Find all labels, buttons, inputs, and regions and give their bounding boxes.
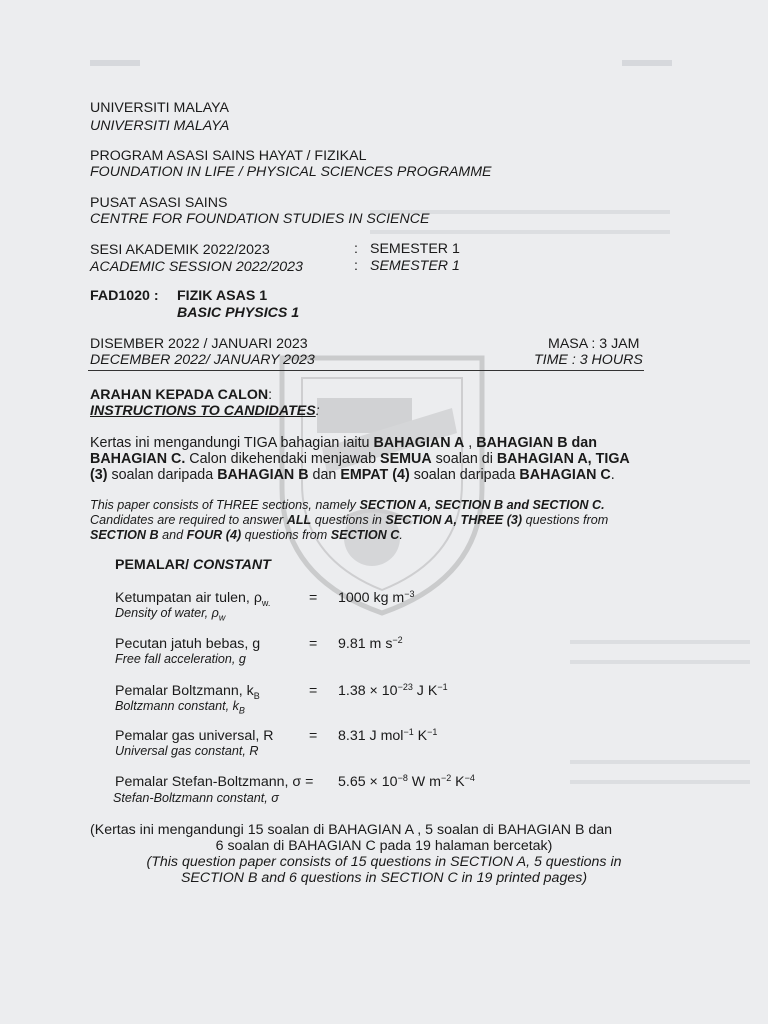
constant-density-equals: = <box>309 590 318 606</box>
constant-gas-value: 8.31 J mol$^{-1}$ $K^{-1}$ <box>338 727 438 744</box>
instructions-ms-line-2: BAHAGIAN C. Calon dikehendaki menjawab SEMUA soalan di BAHAGIAN A, TIGA <box>90 451 630 467</box>
instructions-ms-line-1: Kertas ini mengandungi TIGA bahagian iaitu BAHAGIAN A , BAHAGIAN B dan <box>90 435 597 451</box>
constant-gas-equals: = <box>309 728 318 744</box>
constant-stefan-value: $5.65 \times 10^{-8}$ W $m^{-2}$ $K^{-4}$ <box>338 773 475 790</box>
constant-gas-name: Pemalar gas universal, R <box>115 728 274 744</box>
session-colon: : <box>354 241 358 257</box>
constant-gravity-equals: = <box>309 636 318 652</box>
centre-name-ms: PUSAT ASASI SAINS <box>90 195 228 211</box>
academic-session-ms: SESI AKADEMIK 2022/2023 <box>90 242 270 258</box>
centre-name-en: CENTRE FOR FOUNDATION STUDIES IN SCIENCE <box>90 211 430 227</box>
constant-boltzmann-value: $1.38 \times 10^{-23}$ J $K^{-1}$ <box>338 682 448 699</box>
semester-en: SEMESTER 1 <box>370 258 460 274</box>
header-divider <box>88 370 644 371</box>
footer-ms-line-1: (Kertas ini mengandungi 15 soalan di BAHAGIAN A , 5 soalan di BAHAGIAN B dan <box>90 822 613 838</box>
academic-session-en: ACADEMIC SESSION 2022/2023 <box>90 259 303 275</box>
instructions-title-ms: ARAHAN KEPADA CALON: <box>90 387 273 403</box>
constants-title: PEMALAR/ CONSTANT <box>115 557 271 573</box>
instructions-en-line-3: SECTION B and FOUR (4) questions from SECTION C. <box>90 528 403 542</box>
footer-en-line-2: SECTION B and 6 questions in SECTION C in 19 printed pages) <box>180 870 588 886</box>
constant-gas-name-en: Universal gas constant, R <box>115 744 259 758</box>
course-title-en: BASIC PHYSICS 1 <box>177 305 300 321</box>
exam-date-ms: DISEMBER 2022 / JANUARI 2023 <box>90 336 308 352</box>
program-name-ms: PROGRAM ASASI SAINS HAYAT / FIZIKAL <box>90 148 367 164</box>
instructions-title-en: INSTRUCTIONS TO CANDIDATES: <box>90 403 320 419</box>
exam-duration-en: TIME : 3 HOURS <box>534 352 643 368</box>
exam-duration-ms: MASA : 3 JAM <box>548 336 640 352</box>
exam-date-en: DECEMBER 2022/ JANUARY 2023 <box>90 352 315 368</box>
program-name-en: FOUNDATION IN LIFE / PHYSICAL SCIENCES PROGRAMME <box>90 164 492 180</box>
constant-gravity-name-en: Free fall acceleration, g <box>115 652 246 666</box>
instructions-en-line-1: This paper consists of THREE sections, namely SECTION A, SECTION B and SECTION C. <box>90 498 605 512</box>
university-name-ms: UNIVERSITI MALAYA <box>90 100 230 116</box>
semester-ms: SEMESTER 1 <box>370 241 460 257</box>
course-title-ms: FIZIK ASAS 1 <box>177 288 268 304</box>
constant-gravity-name: Pecutan jatuh bebas, g <box>115 636 261 652</box>
session-colon-en: : <box>354 258 358 274</box>
constant-stefan-name-en: Stefan-Boltzmann constant, σ <box>113 791 279 805</box>
constant-boltzmann-name: Pemalar Boltzmann, $k_B$ <box>115 683 260 701</box>
course-code: FAD1020 : <box>90 288 159 304</box>
footer-en-line-1: (This question paper consists of 15 questions in SECTION A, 5 questions in <box>146 854 622 870</box>
constant-density-name-en: Density of water, $\rho_w$ <box>115 606 226 623</box>
instructions-en-line-2: Candidates are required to answer ALL questions in SECTION A, THREE (3) questions from <box>90 513 609 527</box>
footer-ms-line-2: 6 soalan di BAHAGIAN C pada 19 halaman bercetak) <box>215 838 553 854</box>
constant-boltzmann-equals: = <box>309 683 318 699</box>
constant-density-value: 1000 kg $m^{-3}$ <box>338 589 415 606</box>
constant-stefan-name: Pemalar Stefan-Boltzmann, σ = <box>115 774 314 790</box>
constant-density-name: Ketumpatan air tulen, $\rho_{w.}$ <box>115 590 271 608</box>
constant-boltzmann-name-en: Boltzmann constant, $k_B$ <box>115 699 245 716</box>
constant-gravity-value: 9.81 m $s^{-2}$ <box>338 635 403 652</box>
instructions-ms-line-3: (3) soalan daripada BAHAGIAN B dan EMPAT (4) soalan daripada BAHAGIAN C. <box>90 467 615 483</box>
university-name-en: UNIVERSITI MALAYA <box>90 118 230 134</box>
